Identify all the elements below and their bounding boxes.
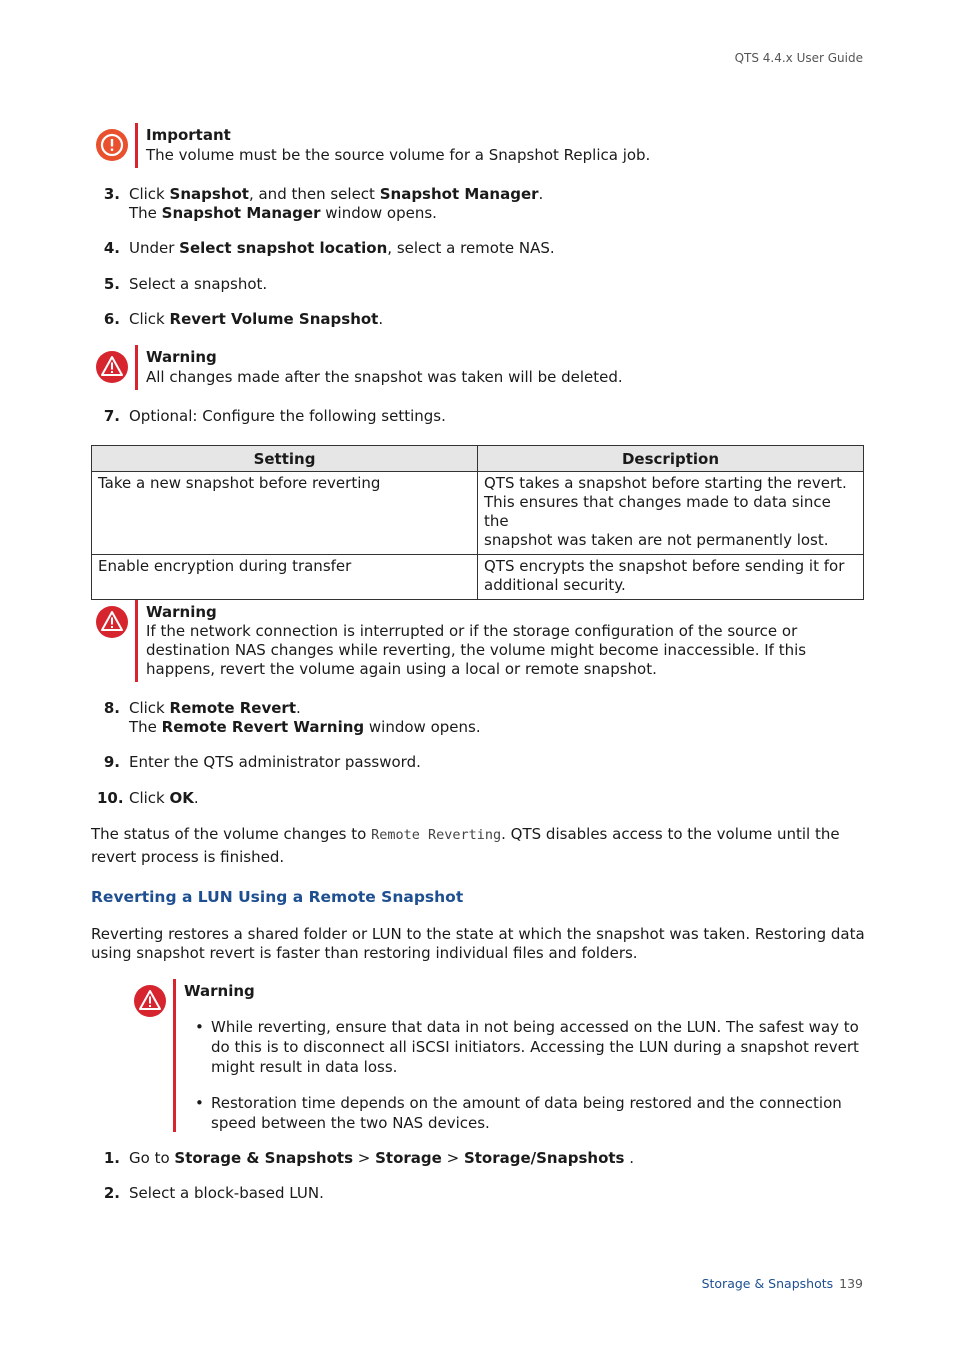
warning-bullet-list bbox=[184, 1017, 864, 1133]
list-item: • While reverting, ensure that data in not being accessed on the LUN. The safest way to do this is to disconnect all iSCSI initiators. Accessing the LUN during a snapshot revert might result in data loss. bbox=[184, 1017, 864, 1077]
column-header-description: Description bbox=[478, 446, 864, 472]
footer-section: Storage & Snapshots bbox=[701, 1276, 834, 1291]
settings-table bbox=[91, 445, 864, 600]
callout-text: The volume must be the source volume for a Snapshot Replica job. bbox=[146, 146, 651, 164]
callout-bar bbox=[173, 979, 176, 1132]
warning-icon bbox=[94, 604, 130, 640]
warning-icon bbox=[94, 349, 130, 385]
section-intro: Reverting restores a shared folder or LUN to the state at which the snapshot was taken. Restoring data using snapshot revert is faster than restoring individual files and folders. bbox=[91, 925, 865, 962]
callout-title: Important bbox=[146, 126, 231, 144]
page-footer bbox=[702, 1276, 863, 1291]
status-code: Remote Reverting bbox=[371, 827, 502, 843]
description-cell: QTS encrypts the snapshot before sending it for additional security. bbox=[478, 555, 864, 600]
section-heading: Reverting a LUN Using a Remote Snapshot bbox=[91, 888, 464, 906]
step-4: 4. Under Select snapshot location, select a remote NAS. bbox=[103, 239, 555, 257]
step-3: 3. Click Snapshot, and then select Snapshot Manager. The Snapshot Manager window opens. bbox=[103, 185, 544, 222]
status-paragraph: The status of the volume changes to Remote Reverting. QTS disables access to the volume until the revert process is finished. bbox=[91, 825, 840, 866]
callout-text: If the network connection is interrupted or if the storage configuration of the source or destination NAS changes while reverting, the volume might become inaccessible. If this happens, revert the volume again using a local or remote snapshot. bbox=[146, 622, 807, 678]
table-row bbox=[92, 472, 864, 555]
page-number: 139 bbox=[839, 1276, 863, 1291]
callout-bar bbox=[135, 345, 138, 390]
step-8: 8. Click Remote Revert. The Remote Revert Warning window opens. bbox=[103, 699, 481, 736]
callout-bar bbox=[135, 600, 138, 682]
callout-title: Warning bbox=[184, 982, 255, 1000]
step-6: 6. Click Revert Volume Snapshot. bbox=[103, 310, 384, 328]
warning-icon bbox=[132, 983, 168, 1019]
callout-title: Warning bbox=[146, 603, 217, 621]
setting-cell: Take a new snapshot before reverting bbox=[92, 472, 478, 555]
lun-step-1: 1. Go to Storage & Snapshots > Storage > Storage/Snapshots . bbox=[103, 1149, 635, 1167]
step-10: 10. Click OK. bbox=[97, 789, 199, 807]
description-cell: QTS takes a snapshot before starting the revert. This ensures that changes made to data since the snapshot was taken are not permanently lost. bbox=[478, 472, 864, 555]
important-icon bbox=[94, 127, 130, 163]
step-5: 5. Select a snapshot. bbox=[103, 275, 268, 293]
lun-step-2: 2. Select a block-based LUN. bbox=[103, 1184, 324, 1202]
step-7: 7. Optional: Configure the following settings. bbox=[103, 407, 446, 425]
setting-cell: Enable encryption during transfer bbox=[92, 555, 478, 600]
callout-bar bbox=[135, 123, 138, 168]
callout-text: All changes made after the snapshot was taken will be deleted. bbox=[146, 368, 623, 386]
list-item: • Restoration time depends on the amount of data being restored and the connection speed between the two NAS devices. bbox=[184, 1093, 864, 1133]
table-row bbox=[92, 555, 864, 600]
callout-title: Warning bbox=[146, 348, 217, 366]
column-header-setting: Setting bbox=[92, 446, 478, 472]
running-header: QTS 4.4.x User Guide bbox=[734, 51, 863, 65]
step-9: 9. Enter the QTS administrator password. bbox=[103, 753, 421, 771]
table-header-row bbox=[92, 446, 864, 472]
